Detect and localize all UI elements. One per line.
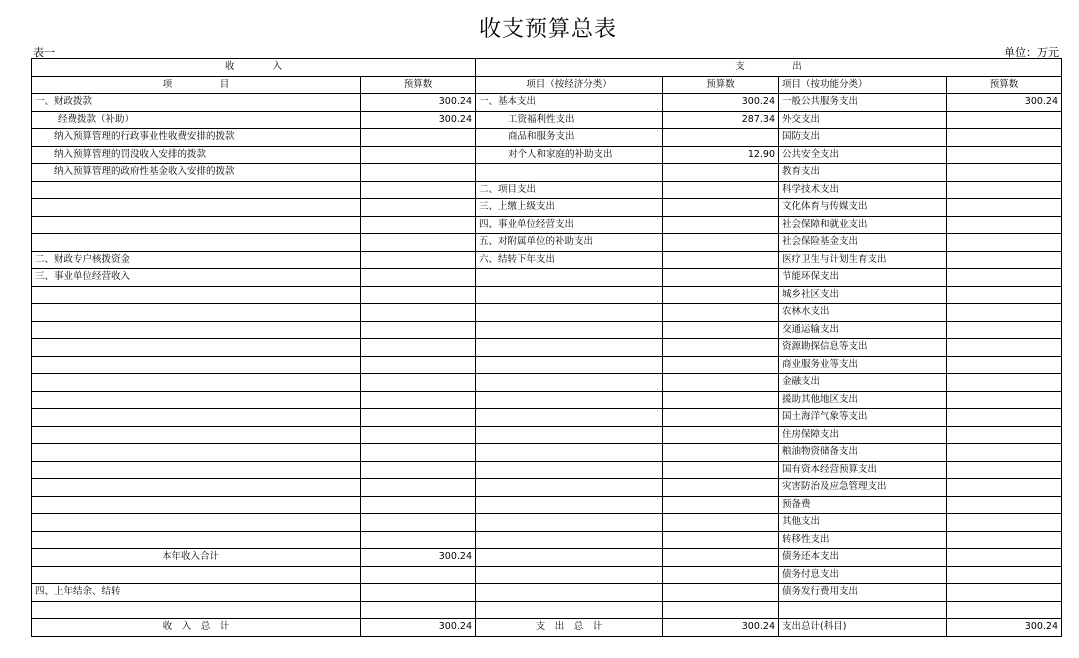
income-budget-cell	[361, 234, 476, 252]
func-item-cell: 外交支出	[779, 111, 947, 129]
func-budget-cell	[947, 549, 1062, 567]
econ-budget-cell	[663, 216, 779, 234]
func-item-cell: 灾害防治及应急管理支出	[779, 479, 947, 497]
func-item-cell: 社会保险基金支出	[779, 234, 947, 252]
func-budget-cell	[947, 566, 1062, 584]
func-budget-cell	[947, 216, 1062, 234]
econ-budget-cell	[663, 444, 779, 462]
header-row-group	[32, 59, 1062, 77]
table-row	[32, 356, 1062, 374]
func-item-cell: 国土海洋气象等支出	[779, 409, 947, 427]
func-budget-cell	[947, 409, 1062, 427]
econ-item-cell: 三、上缴上级支出	[476, 199, 663, 217]
econ-budget-cell	[663, 549, 779, 567]
func-budget-header: 预算数	[947, 76, 1062, 94]
econ-budget-cell	[663, 286, 779, 304]
func-item-cell: 教育支出	[779, 164, 947, 182]
func-budget-cell	[947, 111, 1062, 129]
table-row	[32, 321, 1062, 339]
table-row	[32, 146, 1062, 164]
func-item-cell	[779, 601, 947, 619]
func-item-cell: 科学技术支出	[779, 181, 947, 199]
func-item-cell: 文化体育与传媒支出	[779, 199, 947, 217]
func-budget-cell	[947, 391, 1062, 409]
income-item-cell	[32, 444, 361, 462]
income-item-cell: 三、事业单位经营收入	[32, 269, 361, 287]
table-row	[32, 549, 1062, 567]
econ-budget-cell	[663, 199, 779, 217]
income-item-cell	[32, 181, 361, 199]
income-item-cell	[32, 601, 361, 619]
func-item-cell: 其他支出	[779, 514, 947, 532]
income-budget-cell	[361, 146, 476, 164]
econ-budget-cell	[663, 339, 779, 357]
income-item-cell	[32, 461, 361, 479]
econ-item-cell: 二、项目支出	[476, 181, 663, 199]
income-budget-cell	[361, 216, 476, 234]
income-item-cell: 经费拨款（补助）	[32, 111, 361, 129]
econ-budget-cell	[663, 601, 779, 619]
econ-budget-cell	[663, 409, 779, 427]
econ-item-cell: 六、结转下年支出	[476, 251, 663, 269]
econ-budget-cell	[663, 321, 779, 339]
func-item-cell: 预备费	[779, 496, 947, 514]
table-row	[32, 269, 1062, 287]
econ-budget-cell	[663, 356, 779, 374]
econ-budget-cell: 287.34	[663, 111, 779, 129]
func-item-cell: 一般公共服务支出	[779, 94, 947, 112]
econ-budget-cell	[663, 479, 779, 497]
table-row	[32, 234, 1062, 252]
func-budget-cell	[947, 339, 1062, 357]
econ-budget-cell: 300.24	[663, 619, 779, 637]
income-budget-cell	[361, 356, 476, 374]
table-row	[32, 601, 1062, 619]
econ-item-cell	[476, 409, 663, 427]
income-item-cell	[32, 566, 361, 584]
econ-budget-cell	[663, 269, 779, 287]
func-item-cell: 交通运输支出	[779, 321, 947, 339]
econ-budget-cell: 12.90	[663, 146, 779, 164]
func-budget-cell	[947, 374, 1062, 392]
econ-budget-header: 预算数	[663, 76, 779, 94]
income-item-cell: 一、财政拨款	[32, 94, 361, 112]
income-budget-cell	[361, 514, 476, 532]
func-item-cell: 社会保障和就业支出	[779, 216, 947, 234]
func-item-cell: 国有资本经营预算支出	[779, 461, 947, 479]
func-budget-cell	[947, 461, 1062, 479]
func-item-cell: 债务发行费用支出	[779, 584, 947, 602]
income-item-cell	[32, 409, 361, 427]
income-budget-cell	[361, 321, 476, 339]
func-budget-cell	[947, 426, 1062, 444]
func-budget-cell	[947, 304, 1062, 322]
table-row	[32, 339, 1062, 357]
total-row	[32, 619, 1062, 637]
func-budget-cell	[947, 269, 1062, 287]
econ-item-cell	[476, 496, 663, 514]
income-budget-cell	[361, 129, 476, 147]
income-item-cell	[32, 514, 361, 532]
func-budget-cell	[947, 251, 1062, 269]
func-budget-cell	[947, 286, 1062, 304]
econ-budget-cell	[663, 514, 779, 532]
econ-item-cell: 五、对附属单位的补助支出	[476, 234, 663, 252]
income-item-cell	[32, 339, 361, 357]
income-budget-header: 预算数	[361, 76, 476, 94]
income-item-cell	[32, 531, 361, 549]
income-budget-cell	[361, 164, 476, 182]
income-budget-cell: 300.24	[361, 94, 476, 112]
expense-header: 支 出	[476, 59, 1062, 77]
income-item-cell: 二、财政专户核拨资金	[32, 251, 361, 269]
func-item-cell: 金融支出	[779, 374, 947, 392]
econ-budget-cell	[663, 304, 779, 322]
econ-budget-cell	[663, 531, 779, 549]
income-budget-cell: 300.24	[361, 111, 476, 129]
income-item-cell	[32, 479, 361, 497]
econ-budget-cell	[663, 374, 779, 392]
income-budget-cell	[361, 584, 476, 602]
econ-item-header: 项目（按经济分类）	[476, 76, 663, 94]
income-budget-cell: 300.24	[361, 549, 476, 567]
econ-item-cell	[476, 356, 663, 374]
econ-item-cell	[476, 269, 663, 287]
income-item-cell	[32, 391, 361, 409]
func-item-cell: 资源勘探信息等支出	[779, 339, 947, 357]
income-item-cell	[32, 286, 361, 304]
econ-item-cell	[476, 426, 663, 444]
func-budget-cell	[947, 584, 1062, 602]
func-item-cell: 商业服务业等支出	[779, 356, 947, 374]
func-item-cell: 支出总计(科目)	[779, 619, 947, 637]
econ-budget-cell	[663, 391, 779, 409]
table-row	[32, 111, 1062, 129]
table-row	[32, 199, 1062, 217]
func-budget-cell	[947, 129, 1062, 147]
income-budget-cell	[361, 286, 476, 304]
table-row	[32, 164, 1062, 182]
func-item-cell: 债务付息支出	[779, 566, 947, 584]
income-item-header: 项 目	[32, 76, 361, 94]
income-budget-cell	[361, 444, 476, 462]
econ-budget-cell	[663, 496, 779, 514]
table-row	[32, 444, 1062, 462]
income-item-cell: 纳入预算管理的政府性基金收入安排的拨款	[32, 164, 361, 182]
header-row-columns	[32, 76, 1062, 94]
income-item-cell	[32, 216, 361, 234]
econ-item-cell	[476, 321, 663, 339]
income-item-cell	[32, 374, 361, 392]
func-budget-cell	[947, 234, 1062, 252]
func-item-cell: 转移性支出	[779, 531, 947, 549]
income-budget-cell	[361, 199, 476, 217]
income-item-cell: 本年收入合计	[32, 549, 361, 567]
econ-budget-cell	[663, 584, 779, 602]
func-item-cell: 债务还本支出	[779, 549, 947, 567]
income-budget-cell	[361, 391, 476, 409]
income-budget-cell	[361, 461, 476, 479]
econ-item-cell	[476, 566, 663, 584]
income-budget-cell	[361, 479, 476, 497]
unit-label: 单位：万元	[1004, 46, 1059, 59]
income-budget-cell	[361, 181, 476, 199]
table-row	[32, 181, 1062, 199]
income-budget-cell	[361, 251, 476, 269]
table-row	[32, 409, 1062, 427]
func-item-cell: 粮油物资储备支出	[779, 444, 947, 462]
econ-item-cell: 支 出 总 计	[476, 619, 663, 637]
econ-item-cell	[476, 479, 663, 497]
func-budget-cell	[947, 199, 1062, 217]
econ-budget-cell	[663, 426, 779, 444]
func-budget-cell: 300.24	[947, 94, 1062, 112]
table-row	[32, 286, 1062, 304]
func-item-cell: 住房保障支出	[779, 426, 947, 444]
income-item-cell	[32, 356, 361, 374]
table-number: 表一	[33, 46, 55, 59]
func-item-cell: 农林水支出	[779, 304, 947, 322]
table-row	[32, 391, 1062, 409]
income-item-cell	[32, 199, 361, 217]
econ-item-cell	[476, 164, 663, 182]
table-row	[32, 129, 1062, 147]
func-budget-cell	[947, 164, 1062, 182]
econ-item-cell	[476, 514, 663, 532]
econ-item-cell	[476, 584, 663, 602]
econ-item-cell	[476, 304, 663, 322]
func-item-cell: 国防支出	[779, 129, 947, 147]
econ-item-cell	[476, 286, 663, 304]
econ-item-cell: 一、基本支出	[476, 94, 663, 112]
econ-item-cell: 商品和服务支出	[476, 129, 663, 147]
table-row	[32, 496, 1062, 514]
income-item-cell	[32, 426, 361, 444]
econ-item-cell: 工资福利性支出	[476, 111, 663, 129]
income-budget-cell	[361, 426, 476, 444]
income-budget-cell: 300.24	[361, 619, 476, 637]
income-budget-cell	[361, 304, 476, 322]
income-budget-cell	[361, 339, 476, 357]
func-budget-cell	[947, 601, 1062, 619]
table-row	[32, 566, 1062, 584]
table-row	[32, 531, 1062, 549]
income-budget-cell	[361, 601, 476, 619]
table-row	[32, 304, 1062, 322]
income-item-cell	[32, 304, 361, 322]
income-budget-cell	[361, 374, 476, 392]
income-item-cell	[32, 234, 361, 252]
func-budget-cell	[947, 356, 1062, 374]
table-row	[32, 216, 1062, 234]
func-item-header: 项目（按功能分类）	[779, 76, 947, 94]
income-budget-cell	[361, 409, 476, 427]
table-row	[32, 479, 1062, 497]
table-row	[32, 426, 1062, 444]
income-item-cell: 纳入预算管理的行政事业性收费安排的拨款	[32, 129, 361, 147]
econ-budget-cell	[663, 461, 779, 479]
table-row	[32, 461, 1062, 479]
func-budget-cell	[947, 146, 1062, 164]
budget-table	[31, 58, 1062, 637]
econ-budget-cell	[663, 251, 779, 269]
func-budget-cell	[947, 531, 1062, 549]
econ-item-cell	[476, 549, 663, 567]
func-budget-cell	[947, 321, 1062, 339]
page-title: 收支预算总表	[478, 17, 617, 42]
func-item-cell: 医疗卫生与计划生育支出	[779, 251, 947, 269]
econ-item-cell	[476, 444, 663, 462]
func-item-cell: 公共安全支出	[779, 146, 947, 164]
income-item-cell: 四、上年结余、结转	[32, 584, 361, 602]
econ-item-cell	[476, 374, 663, 392]
income-budget-cell	[361, 566, 476, 584]
econ-item-cell	[476, 339, 663, 357]
income-item-cell: 纳入预算管理的罚没收入安排的拨款	[32, 146, 361, 164]
econ-budget-cell	[663, 129, 779, 147]
econ-budget-cell	[663, 164, 779, 182]
income-header: 收 入	[32, 59, 476, 77]
table-row	[32, 94, 1062, 112]
income-item-cell	[32, 321, 361, 339]
func-item-cell: 援助其他地区支出	[779, 391, 947, 409]
func-budget-cell	[947, 479, 1062, 497]
econ-item-cell	[476, 391, 663, 409]
econ-item-cell	[476, 531, 663, 549]
func-budget-cell: 300.24	[947, 619, 1062, 637]
income-budget-cell	[361, 269, 476, 287]
econ-item-cell	[476, 601, 663, 619]
func-item-cell: 城乡社区支出	[779, 286, 947, 304]
income-budget-cell	[361, 496, 476, 514]
func-budget-cell	[947, 181, 1062, 199]
econ-budget-cell: 300.24	[663, 94, 779, 112]
income-item-cell	[32, 496, 361, 514]
func-budget-cell	[947, 444, 1062, 462]
table-row	[32, 251, 1062, 269]
econ-budget-cell	[663, 566, 779, 584]
func-item-cell: 节能环保支出	[779, 269, 947, 287]
income-item-cell: 收 入 总 计	[32, 619, 361, 637]
econ-budget-cell	[663, 181, 779, 199]
func-budget-cell	[947, 496, 1062, 514]
econ-budget-cell	[663, 234, 779, 252]
table-row	[32, 374, 1062, 392]
func-budget-cell	[947, 514, 1062, 532]
econ-item-cell: 对个人和家庭的补助支出	[476, 146, 663, 164]
econ-item-cell	[476, 461, 663, 479]
econ-item-cell: 四、事业单位经营支出	[476, 216, 663, 234]
income-budget-cell	[361, 531, 476, 549]
table-row	[32, 514, 1062, 532]
table-row	[32, 584, 1062, 602]
